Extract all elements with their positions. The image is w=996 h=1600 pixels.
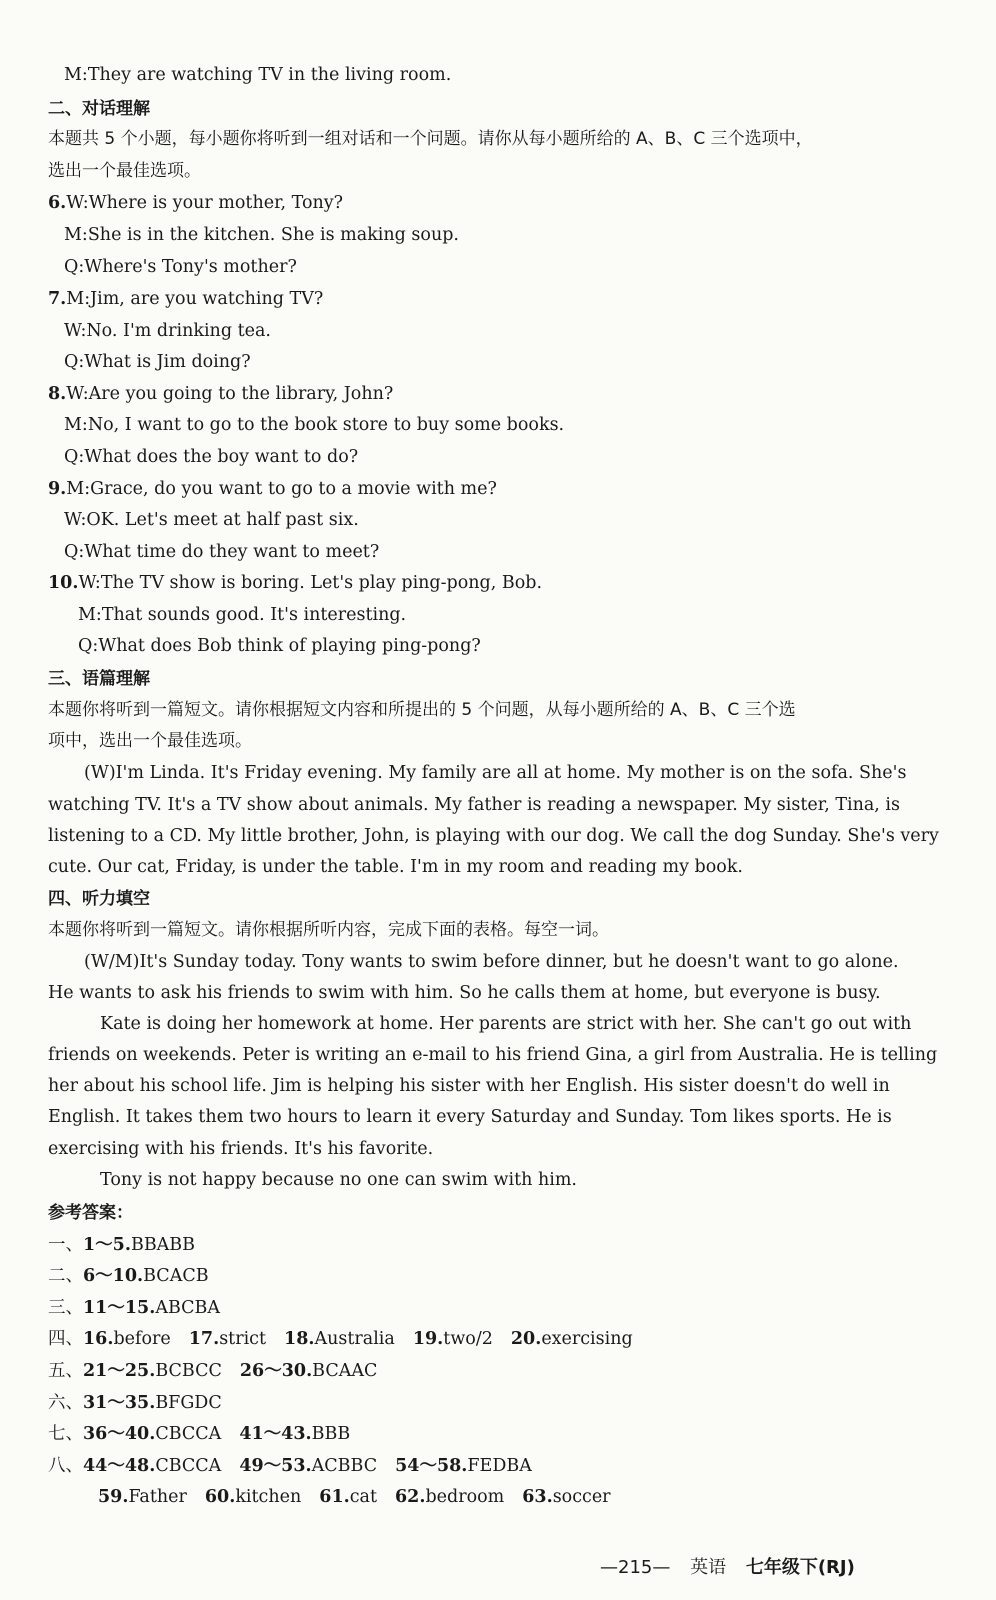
dialogue-line [48, 570, 956, 596]
passage-line: friends on weekends. Peter is writing an e-mail to his friend Gina, a girl from Australia. He is telling [48, 1045, 938, 1065]
answer-number: 26～30. [239, 1361, 313, 1381]
answer-value: bedroom [425, 1487, 505, 1507]
answer-value: strict [219, 1329, 267, 1349]
passage-line: cute. Our cat, Friday, is under the table. I'm in my room and reading my book. [48, 857, 743, 877]
dialogue-line [48, 381, 956, 407]
passage-line: (W)I'm Linda. It's Friday evening. My family are all at home. My mother is on the sofa. She's [84, 763, 907, 783]
dialogue-question: Q:What does Bob think of playing ping-pong? [78, 636, 481, 656]
section-title-listening-fill: 四、听力填空 [48, 889, 150, 909]
answer-number: 19. [412, 1329, 444, 1349]
answer-value: two/2 [443, 1329, 493, 1349]
passage-line: watching TV. It's a TV show about animals. My father is reading a newspaper. My sister, Tina, is [48, 795, 900, 815]
section-instruction: 本题共 5 个小题，每小题你将听到一组对话和一个问题。请你从每小题所给的 A、B、C 三个选项中， [48, 129, 813, 149]
answer-value: exercising [541, 1329, 633, 1349]
answer-number: 20. [510, 1329, 542, 1349]
answer-item [83, 1329, 171, 1349]
answer-number: 21～25. [83, 1361, 156, 1381]
answer-item [413, 1329, 493, 1349]
answer-number: 62. [395, 1487, 426, 1507]
answer-item [395, 1456, 532, 1476]
page-number: —215— [600, 1557, 671, 1578]
answer-number: 41～43. [239, 1424, 312, 1444]
section-title-dialogue: 二、对话理解 [48, 99, 150, 119]
answer-section: 八、 [48, 1456, 83, 1476]
question-number: 10. [48, 573, 79, 593]
section-instruction: 选出一个最佳选项。 [48, 161, 201, 181]
answer-values: BCACB [143, 1266, 209, 1286]
answer-section: 二、 [48, 1266, 83, 1286]
answer-value: BFGDC [155, 1393, 222, 1413]
answer-row [48, 1390, 956, 1416]
footer-grade: 七年级下(RJ) [745, 1557, 855, 1578]
answer-number: 17. [188, 1329, 220, 1349]
answer-value: before [113, 1329, 171, 1349]
dialogue-text: M:Jim, are you watching TV? [66, 289, 324, 309]
answer-item [240, 1361, 378, 1381]
answer-row [48, 1232, 956, 1258]
answer-item [205, 1487, 301, 1507]
dialogue-question: Q:Where's Tony's mother? [64, 257, 297, 277]
answer-item [83, 1424, 221, 1444]
answer-range: 1～5. [83, 1235, 131, 1255]
text-line: M:They are watching TV in the living room. [64, 65, 452, 85]
answer-section: 四、 [48, 1329, 83, 1349]
answer-value: BCBCC [155, 1361, 222, 1381]
section-instruction: 本题你将听到一篇短文。请你根据短文内容和所提出的 5 个问题，从每小题所给的 A、B、C 三个选 [48, 700, 796, 720]
dialogue-line [48, 190, 956, 216]
answer-row [48, 1295, 956, 1321]
answer-values: BBABB [130, 1235, 196, 1255]
answer-item [83, 1456, 221, 1476]
section-title-passage: 三、语篇理解 [48, 669, 150, 689]
answer-range: 6～10. [83, 1266, 144, 1286]
answer-row [48, 1263, 956, 1289]
answer-value: BCAAC [312, 1361, 378, 1381]
answer-number: 61. [319, 1487, 350, 1507]
question-number: 8. [48, 384, 67, 404]
answer-value: BBB [311, 1424, 351, 1444]
answer-row [48, 1421, 956, 1447]
answer-number: 49～53. [239, 1456, 312, 1476]
dialogue-question: Q:What time do they want to meet? [64, 542, 380, 562]
dialogue-text: W:The TV show is boring. Let's play ping-pong, Bob. [78, 573, 543, 593]
answer-item [83, 1393, 222, 1413]
question-number: 7. [48, 289, 67, 309]
dialogue-text: M:Grace, do you want to go to a movie with me? [66, 479, 497, 499]
answer-item [239, 1456, 377, 1476]
answer-section: 五、 [48, 1361, 83, 1381]
answer-item [189, 1329, 266, 1349]
passage-line: Tony is not happy because no one can swim with him. [100, 1170, 577, 1190]
passage-line: English. It takes them two hours to learn it every Saturday and Sunday. Tom likes sports. He is [48, 1107, 892, 1127]
dialogue-line: M:That sounds good. It's interesting. [78, 605, 407, 625]
dialogue-question: Q:What does the boy want to do? [64, 447, 359, 467]
answer-section: 三、 [48, 1298, 83, 1318]
dialogue-text: W:Are you going to the library, John? [66, 384, 394, 404]
answer-value: CBCCA [155, 1424, 222, 1444]
answer-number: 18. [284, 1329, 315, 1349]
answer-value: cat [349, 1487, 377, 1507]
answer-values: ABCBA [155, 1298, 221, 1318]
answer-number: 16. [83, 1329, 114, 1349]
passage-line: exercising with his friends. It's his favorite. [48, 1139, 434, 1159]
dialogue-line: M:No, I want to go to the book store to buy some books. [64, 415, 565, 435]
answer-row [48, 1453, 956, 1479]
answer-value: Father [128, 1487, 187, 1507]
question-number: 9. [48, 479, 67, 499]
answer-number: 63. [522, 1487, 553, 1507]
answer-item [83, 1361, 222, 1381]
answer-value: kitchen [235, 1487, 302, 1507]
footer-subject: 英语 [690, 1557, 727, 1578]
passage-line: He wants to ask his friends to swim with him. So he calls them at home, but everyone is busy. [48, 983, 881, 1003]
answer-row [98, 1484, 956, 1510]
answer-number: 54～58. [395, 1456, 468, 1476]
page-footer [600, 1553, 869, 1579]
answer-item [522, 1487, 610, 1507]
answer-number: 36～40. [83, 1424, 156, 1444]
passage-line: Kate is doing her homework at home. Her parents are strict with her. She can't go out with [100, 1014, 912, 1034]
answer-item [319, 1487, 377, 1507]
passage-line: her about his school life. Jim is helping his sister with her English. His sister doesn't do well in [48, 1076, 890, 1096]
answer-range: 11～15. [83, 1298, 156, 1318]
answer-value: ACBBC [311, 1456, 378, 1476]
dialogue-line: W:No. I'm drinking tea. [64, 321, 271, 341]
answer-value: Australia [314, 1329, 395, 1349]
passage-line: listening to a CD. My little brother, John, is playing with our dog. We call the dog Sunday. She's very [48, 826, 939, 846]
answer-number: 44～48. [83, 1456, 156, 1476]
answer-number: 31～35. [83, 1393, 156, 1413]
dialogue-line: M:She is in the kitchen. She is making soup. [64, 225, 459, 245]
answer-number: 60. [204, 1487, 236, 1507]
dialogue-line: W:OK. Let's meet at half past six. [64, 510, 359, 530]
answer-item [511, 1329, 633, 1349]
dialogue-line [48, 476, 956, 502]
answer-row [48, 1326, 956, 1352]
question-number: 6. [48, 193, 67, 213]
answer-value: FEDBA [467, 1456, 532, 1476]
answer-value: soccer [552, 1487, 611, 1507]
passage-line: (W/M)It's Sunday today. Tony wants to swim before dinner, but he doesn't want to go alone. [84, 952, 899, 972]
answer-row [48, 1358, 956, 1384]
answer-item [239, 1424, 350, 1444]
section-instruction: 项中，选出一个最佳选项。 [48, 731, 252, 751]
answer-value: CBCCA [155, 1456, 222, 1476]
answer-section: 一、 [48, 1235, 83, 1255]
dialogue-text: W:Where is your mother, Tony? [66, 193, 344, 213]
answer-section: 七、 [48, 1424, 83, 1444]
answer-section: 六、 [48, 1393, 83, 1413]
answer-item [98, 1487, 187, 1507]
answer-item [284, 1329, 395, 1349]
answer-item [395, 1487, 504, 1507]
section-instruction: 本题你将听到一篇短文。请你根据所听内容，完成下面的表格。每空一词。 [48, 920, 609, 940]
dialogue-question: Q:What is Jim doing? [64, 352, 251, 372]
answer-number: 59. [98, 1487, 129, 1507]
dialogue-line [48, 286, 956, 312]
answer-key-title: 参考答案： [48, 1203, 133, 1223]
